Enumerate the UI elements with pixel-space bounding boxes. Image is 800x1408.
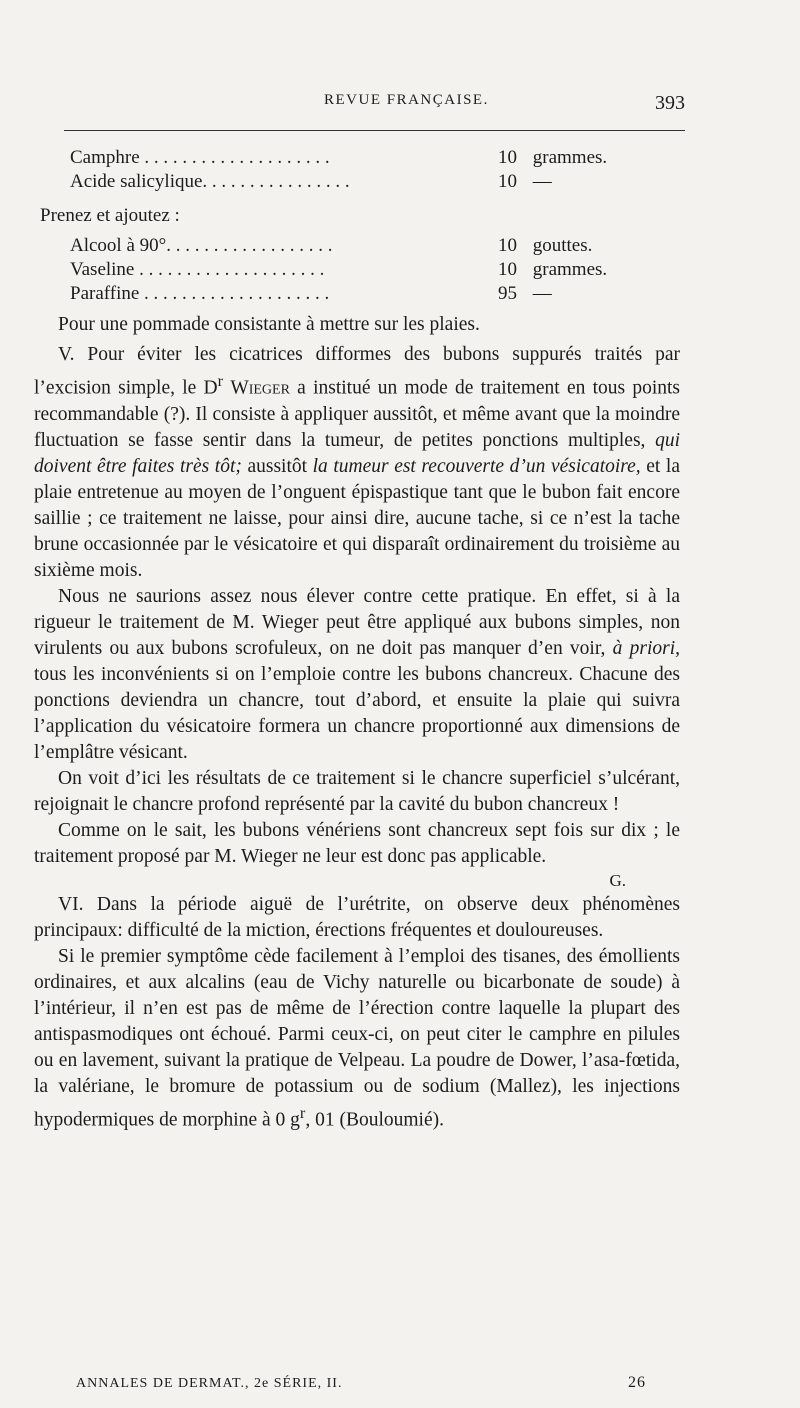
italic-text: qui doivent être faites très tôt;	[34, 429, 680, 477]
text-run: VI. Dans la période aiguë de l’urétrite, on observe deux phénomènes principaux: difficulté de la miction, érections fréquentes et douloureuses.	[34, 893, 680, 941]
text-run: Pour une pommade consistante à mettre sur les plaies.	[58, 314, 480, 335]
italic-text: la tumeur est recouverte d’un vésicatoire,	[312, 455, 641, 477]
ingredient-quantity: 10	[498, 259, 517, 280]
superscript: r	[299, 1103, 306, 1122]
recipe-instruction: Prenez et ajoutez :	[40, 205, 180, 226]
recipe-line	[70, 234, 650, 258]
recipe-line	[70, 146, 650, 170]
text-run: Nous ne saurions assez nous élever contre cette pratique. En effet, si à la rigueur le traitement de M. Wieger peut être appliqué aux bubons simples, non virulents ou aux bubons scrofuleux, on ne doit pas manquer d’en voir,	[34, 585, 680, 659]
ingredient-unit: —	[532, 171, 552, 192]
ingredient-name: Camphre . . . . . . . . . . . . . . . . . . . .	[70, 147, 330, 168]
text-run: Si le premier symptôme cède facilement à l’emploi des tisanes, des émollients ordinaires, et aux alcalins (eau de Vichy naturelle ou bicarbonate de soude) à l’intérieur, il n’en est pas de même de l’érection contre laquelle la plupart des antispasmodiques ont échoué. Parmi ceux-ci, on peut citer le camphre en pilules ou en lavement, suivant la pratique de Velpeau. La poudre de Dower, l’asa-fœtida, la valériane, le bromure de potassium ou de sodium (Mallez), les injections hypodermiques de morphine à 0 g	[34, 945, 680, 1130]
page-footer	[76, 1376, 646, 1392]
paragraph	[34, 818, 680, 870]
text-run: tous les inconvénients si on l’emploie contre les bubons chancreux. Chacune des ponctions deviendra un chancre, tout d’abord, et ensuite la plaie qui suivra l’application du vésicatoire formera un chancre proportionné aux dimensions de l’emplâtre vésicant.	[34, 663, 680, 763]
ingredient-unit: grammes.	[532, 147, 608, 168]
ingredient-quantity: 10	[498, 171, 517, 192]
recipe-line	[70, 282, 650, 306]
italic-text: à priori,	[612, 637, 680, 659]
text-run: a institué un mode de traitement en tous points recommandable (?). Il consiste à appliquer aussitôt, et même avant que la moindre fluctuation se fasse sentir dans la tumeur, de petites ponctions multiples,	[34, 377, 680, 451]
recipe-line	[70, 170, 650, 194]
sheet-number: 26	[628, 1374, 646, 1391]
article-body	[34, 312, 680, 1133]
paragraph	[34, 766, 680, 818]
superscript: r	[217, 372, 224, 390]
signature: G.	[609, 870, 626, 890]
ingredient-unit: grammes.	[532, 259, 608, 280]
ingredient-unit: —	[532, 283, 552, 304]
ingredient-name: Paraffine . . . . . . . . . . . . . . . . . . . .	[70, 283, 330, 304]
paragraph	[34, 312, 680, 338]
author-name: Wieger	[230, 377, 290, 399]
ingredient-quantity: 10	[498, 147, 517, 168]
text-run: et la plaie entretenue au moyen de l’onguent épispastique tant que le bubon fait encore saillie ; ce traitement ne laisse, pour ainsi dire, aucune tache, si ce n’est la tache brune occasionnée par le vésicatoire et qui disparaît ordinairement du troisième au sixième mois.	[34, 455, 680, 581]
text-run: aussitôt	[241, 455, 313, 477]
paragraph	[34, 342, 680, 584]
ingredient-name: Vaseline . . . . . . . . . . . . . . . . . . . .	[70, 259, 325, 280]
ingredient-quantity: 10	[498, 235, 517, 256]
text-run: On voit d’ici les résultats de ce traitement si le chancre superficiel s’ulcérant, rejoignait le chancre profond représenté par la cavité du bubon chancreux !	[34, 767, 680, 815]
paragraph	[34, 892, 680, 944]
journal-signature: ANNALES DE DERMAT., 2e SÉRIE, II.	[76, 1376, 343, 1391]
ingredient-quantity: 95	[498, 283, 517, 304]
ingredient-name: Acide salicylique. . . . . . . . . . . . . . . .	[70, 171, 350, 192]
paragraph	[34, 584, 680, 766]
journal-title: REVUE FRANÇAISE.	[324, 92, 489, 108]
text-run: V. Pour éviter les cicatrices difformes des bubons suppurés traités par l’excision simple, le D	[34, 344, 680, 399]
page-number: 393	[655, 92, 685, 114]
text-run: Comme on le sait, les bubons vénériens sont chancreux sept fois sur dix ; le traitement proposé par M. Wieger ne leur est donc pas applicable.	[34, 819, 680, 867]
header-rule	[64, 130, 685, 131]
recipe-line	[70, 258, 650, 282]
running-header	[64, 92, 685, 120]
ingredient-name: Alcool à 90°. . . . . . . . . . . . . . . . . .	[70, 235, 333, 256]
ingredient-unit: gouttes.	[532, 235, 593, 256]
paragraph	[34, 944, 680, 1134]
text-run: , 01 (Bouloumié).	[305, 1109, 444, 1130]
